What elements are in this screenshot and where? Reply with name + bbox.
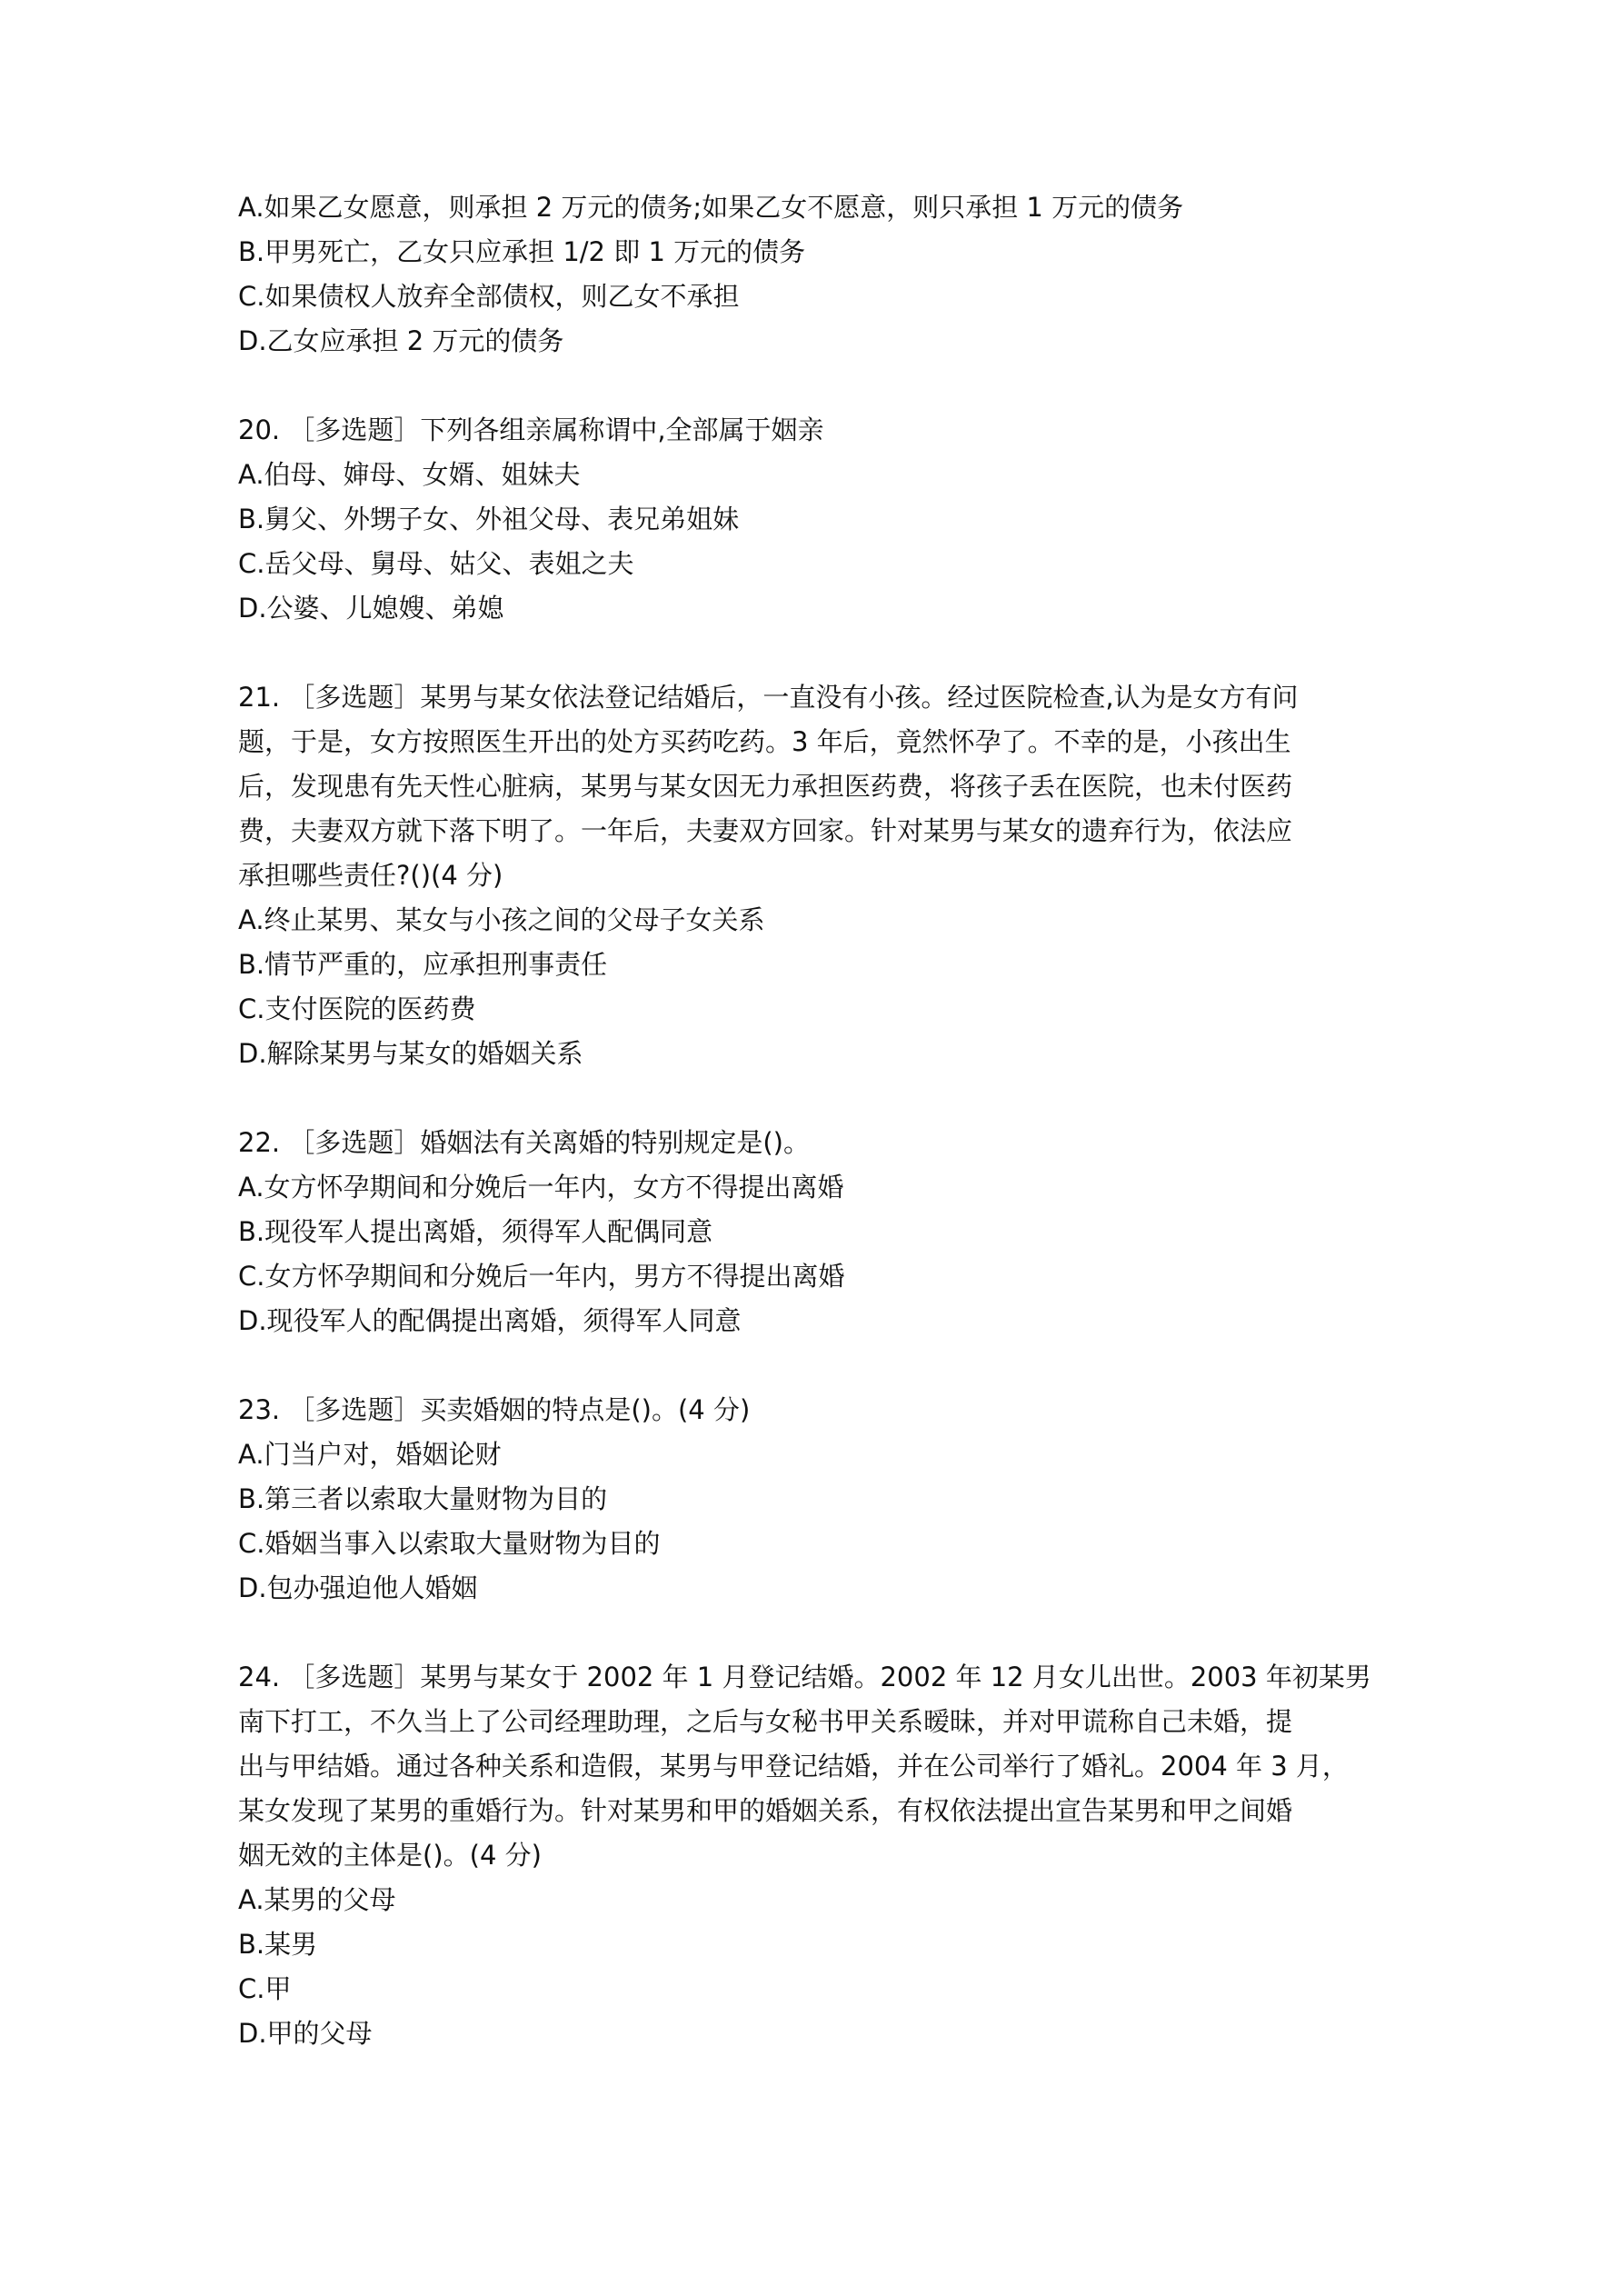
option-a: A.女方怀孕期间和分娩后一年内，女方不得提出离婚 — [238, 1172, 844, 1203]
option-d: D.公婆、儿媳嫂、弟媳 — [238, 593, 504, 624]
option-d: D.现役军人的配偶提出离婚，须得军人同意 — [238, 1305, 742, 1336]
option-d: D.解除某男与某女的婚姻关系 — [238, 1038, 583, 1069]
option-d: D.包办强迫他人婚姻 — [238, 1572, 478, 1603]
question-stem: 22. ［多选题］婚姻法有关离婚的特别规定是()。 — [238, 1127, 810, 1158]
option-a: A.门当户对，婚姻论财 — [238, 1439, 502, 1470]
option-b: B.某男 — [238, 1929, 318, 1960]
question-19-options — [238, 185, 1420, 364]
question-20 — [238, 408, 1420, 631]
option-a: A.伯母、婶母、女婿、姐妹夫 — [238, 459, 581, 490]
question-22 — [238, 1121, 1420, 1343]
question-stem-line: 题，于是，女方按照医生开出的处方买药吃药。3 年后，竟然怀孕了。不幸的是，小孩出生 — [238, 726, 1291, 757]
question-stem: 20. ［多选题］下列各组亲属称谓中,全部属于姻亲 — [238, 414, 824, 445]
option-a: A.某男的父母 — [238, 1884, 396, 1915]
question-23 — [238, 1388, 1420, 1611]
option-c: C.支付医院的医药费 — [238, 993, 476, 1024]
option-b: B.情节严重的，应承担刑事责任 — [238, 949, 608, 980]
question-stem-line: 南下打工，不久当上了公司经理助理，之后与女秘书甲关系暧昧，并对甲谎称自己未婚，提 — [238, 1706, 1293, 1737]
question-stem-line: 出与甲结婚。通过各种关系和造假，某男与甲登记结婚，并在公司举行了婚礼。2004 年 3 月， — [238, 1751, 1349, 1782]
question-stem-line: 24. ［多选题］某男与某女于 2002 年 1 月登记结婚。2002 年 12 月女儿出世。2003 年初某男 — [238, 1662, 1371, 1692]
option-c: C.女方怀孕期间和分娩后一年内，男方不得提出离婚 — [238, 1261, 845, 1292]
option-b: B.舅父、外甥子女、外祖父母、表兄弟姐妹 — [238, 504, 740, 534]
question-stem-line: 某女发现了某男的重婚行为。针对某男和甲的婚姻关系，有权依法提出宣告某男和甲之间婚 — [238, 1795, 1293, 1826]
option-b: B.第三者以索取大量财物为目的 — [238, 1483, 608, 1514]
question-21 — [238, 675, 1420, 1076]
question-stem-line: 后，发现患有先天性心脏病，某男与某女因无力承担医药费，将孩子丢在医院，也未付医药 — [238, 771, 1293, 802]
option-c: C.岳父母、舅母、姑父、表姐之夫 — [238, 548, 634, 579]
option-c: C.婚姻当事入以索取大量财物为目的 — [238, 1528, 661, 1559]
document-content — [238, 185, 1420, 2056]
option-d: D.乙女应承担 2 万元的债务 — [238, 325, 564, 356]
option-a: A.如果乙女愿意，则承担 2 万元的债务;如果乙女不愿意，则只承担 1 万元的债务 — [238, 192, 1184, 223]
option-a: A.终止某男、某女与小孩之间的父母子女关系 — [238, 904, 765, 935]
option-c: C.如果债权人放弃全部债权，则乙女不承担 — [238, 281, 740, 312]
question-24 — [238, 1655, 1420, 2056]
question-stem-line: 费，夫妻双方就下落下明了。一年后，夫妻双方回家。针对某男与某女的遗弃行为，依法应 — [238, 815, 1293, 846]
option-b: B.甲男死亡，乙女只应承担 1/2 即 1 万元的债务 — [238, 236, 806, 267]
question-stem-line: 姻无效的主体是()。(4 分) — [238, 1840, 542, 1871]
option-b: B.现役军人提出离婚，须得军人配偶同意 — [238, 1216, 713, 1247]
question-stem-line: 承担哪些责任?()(4 分) — [238, 860, 503, 891]
option-c: C.甲 — [238, 1973, 292, 2004]
question-stem: 23. ［多选题］买卖婚姻的特点是()。(4 分) — [238, 1394, 751, 1425]
option-d: D.甲的父母 — [238, 2018, 373, 2049]
question-stem-line: 21. ［多选题］某男与某女依法登记结婚后，一直没有小孩。经过医院检查,认为是女方有问 — [238, 682, 1299, 713]
